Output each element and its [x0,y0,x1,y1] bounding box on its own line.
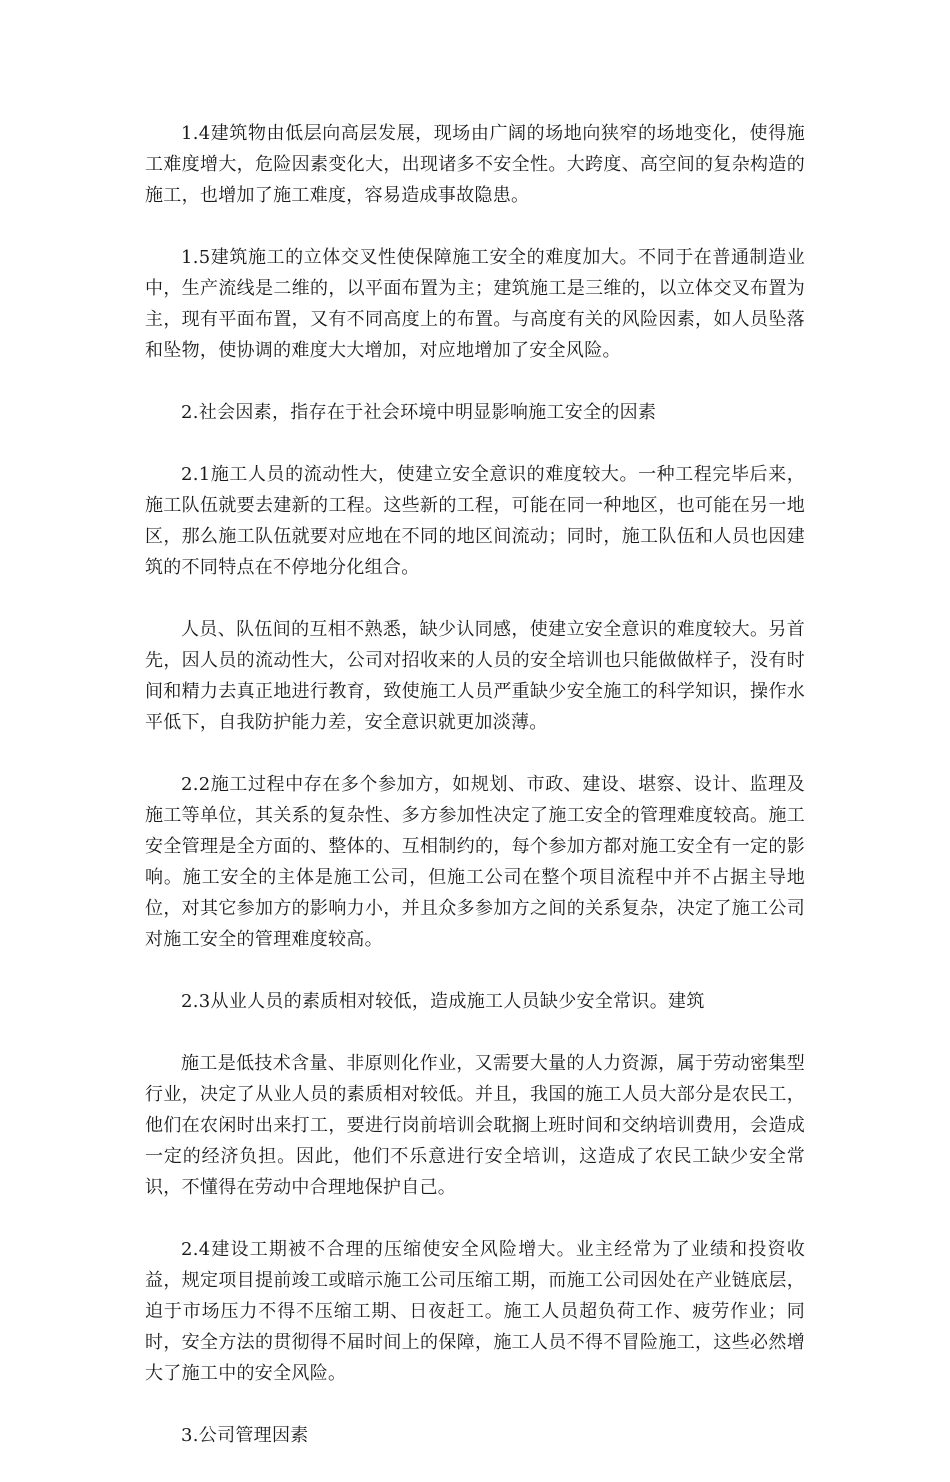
paragraph-2-4: 2.4建设工期被不合理的压缩使安全风险增大。业主经常为了业绩和投资收益，规定项目提前竣工或暗示施工公司压缩工期，而施工公司因处在产业链底层，迫于市场压力不得不压缩工期、日夜赶工。施工人员超负荷工作、疲劳作业；同时，安全方法的贯彻得不届时间上的保障，施工人员不得不冒险施工，这些必然增大了施工中的安全风险。 [145,1239,805,1384]
section-heading-2: 2.社会因素，指存在于社会环境中明显影响施工安全的因素 [181,402,657,423]
paragraph-2-1-continued: 人员、队伍间的互相不熟悉，缺少认同感，使建立安全意识的难度较大。另首先，因人员的流动性大，公司对招收来的人员的安全培训也只能做做样子，没有时间和精力去真正地进行教育，致使施工人员严重缺少安全施工的科学知识，操作水平低下，自我防护能力差，安全意识就更加淡薄。 [145,619,805,733]
paragraph-1-4: 1.4建筑物由低层向高层发展，现场由广阔的场地向狭窄的场地变化，使得施工难度增大，危险因素变化大，出现诸多不安全性。大跨度、高空间的复杂构造的施工，也增加了施工难度，容易造成事故隐患。 [145,123,805,206]
section-heading-3: 3.公司管理因素 [181,1425,309,1446]
paragraph-2-3: 2.3从业人员的素质相对较低，造成施工人员缺少安全常识。建筑 [181,991,705,1012]
paragraph-1-5: 1.5建筑施工的立体交叉性使保障施工安全的难度加大。不同于在普通制造业中，生产流线是二维的，以平面布置为主；建筑施工是三维的，以立体交叉布置为主，现有平面布置，又有不同高度上的布置。与高度有关的风险因素，如人员坠落和坠物，使协调的难度大大增加，对应地增加了安全风险。 [145,247,805,361]
paragraph-2-1: 2.1施工人员的流动性大，使建立安全意识的难度较大。一种工程完毕后来，施工队伍就要去建新的工程。这些新的工程，可能在同一种地区，也可能在另一地区，那么施工队伍就要对应地在不同的地区间流动；同时，施工队伍和人员也因建筑的不同特点在不停地分化组合。 [145,464,805,578]
paragraph-2-2: 2.2施工过程中存在多个参加方，如规划、市政、建设、堪察、设计、监理及施工等单位，其关系的复杂性、多方参加性决定了施工安全的管理难度较高。施工安全管理是全方面的、整体的、互相制约的，每个参加方都对施工安全有一定的影响。施工安全的主体是施工公司，但施工公司在整个项目流程中并不占据主导地位，对其它参加方的影响力小，并且众多参加方之间的关系复杂，决定了施工公司对施工安全的管理难度较高。 [145,774,805,950]
document-body [145,118,805,1482]
paragraph-2-3-continued: 施工是低技术含量、非原则化作业，又需要大量的人力资源，属于劳动密集型行业，决定了从业人员的素质相对较低。并且，我国的施工人员大部分是农民工，他们在农闲时出来打工，要进行岗前培训会耽搁上班时间和交纳培训费用，会造成一定的经济负担。因此，他们不乐意进行安全培训，这造成了农民工缺少安全常识，不懂得在劳动中合理地保护自己。 [145,1053,805,1198]
